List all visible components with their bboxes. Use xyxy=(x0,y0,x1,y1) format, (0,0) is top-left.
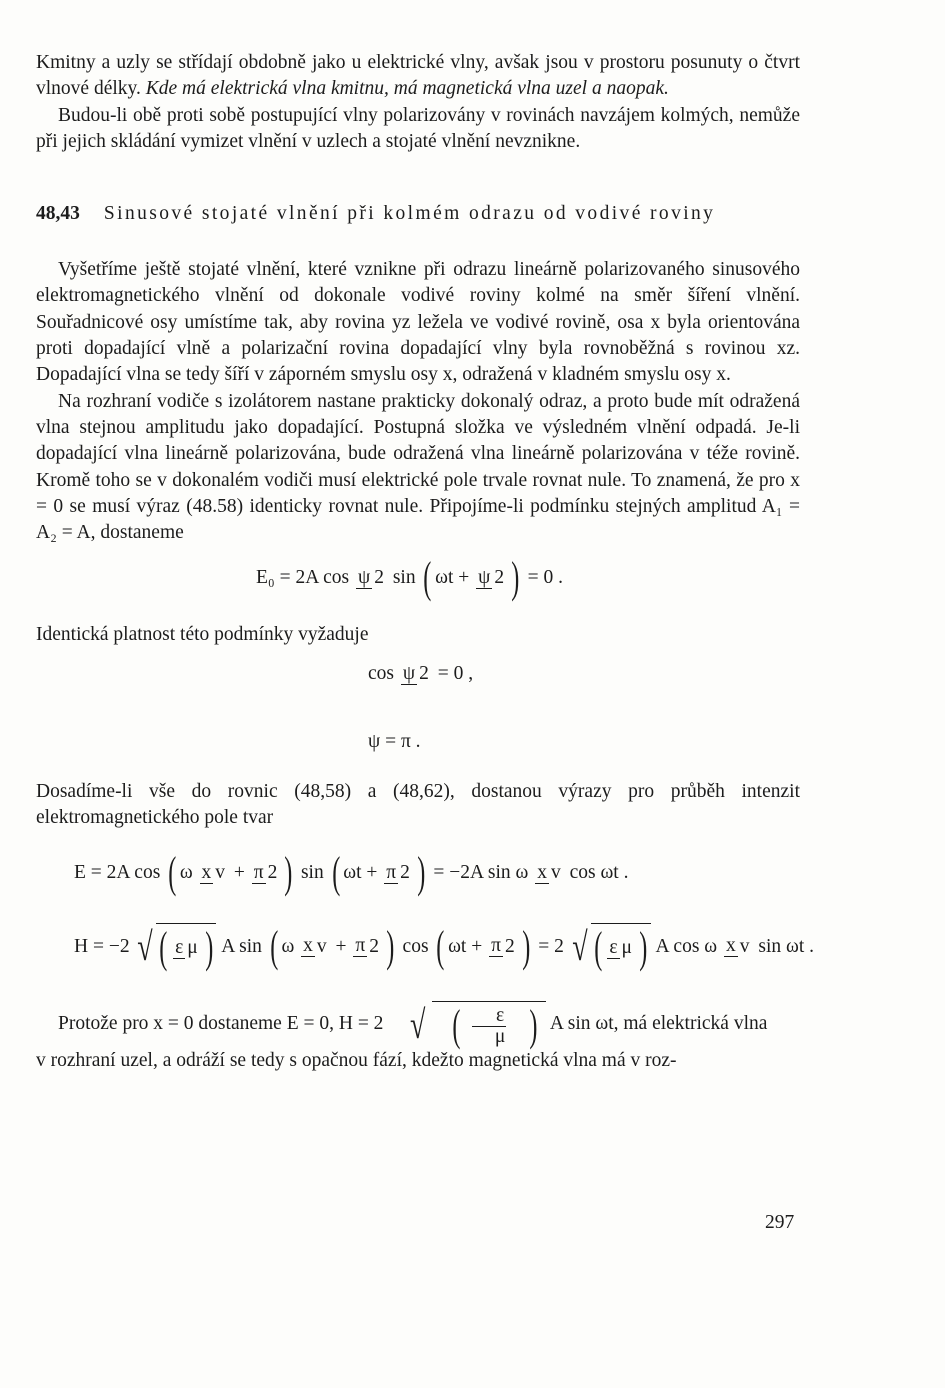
intro-paragraph-2: Budou-li obě proti sobě postupující vlny polarizovány v rovinách navzájem kolmých, nemůže při jejich skládání vymizet vlnění v uzlech a stojaté vlnění nevznikne. xyxy=(36,104,800,152)
section-title: Sinusové stojaté vlnění při kolmém odrazu od vodivé roviny xyxy=(103,203,716,225)
body-paragraph-6: v rozhraní uzel, a odráží se tedy s opačnou fází, kdežto magnetická vlna má v roz- xyxy=(36,1050,677,1072)
body-paragraph-4: Dosadíme-li vše do rovnic (48,58) a (48,62), dostanou výrazy pro průběh intenzit elektromagnetického pole tvar xyxy=(36,780,800,829)
intro-paragraph-1: Kmitny a uzly se střídají obdobně jako u elektrické vlny, avšak jsou v prostoru posunuty o čtvrt vlnové délky. Kde má elektrická vlna kmitnu, má magnetická vlna uzel a naopak. xyxy=(36,52,800,100)
body-paragraph-2: Na rozhraní vodiče s izolátorem nastane prakticky dokonalý odraz, a proto bude mít odražená vlna stejnou amplitudu jako dopadající. Postupná složka ve výsledném vlnění odpadá. Je-li dopadající vlna lineárně polarizována, bude odražená vlna lineárně polarizována v téže rovině. Kromě toho se v dokonalém vodiči musí elektrické pole trvale rovnat nule. To znamená, že pro x = 0 se musí výraz (48.58) identicky rovnat nule. Připojíme-li podmínku stejných amplitud A₁ = A₂ = A, dostaneme xyxy=(36,390,800,544)
body-paragraph-1: Vyšetříme ještě stojaté vlnění, které vznikne při odrazu lineárně polarizovaného sinusového elektromagnetického vlnění od dokonale vodivé roviny kolmé na směr šíření vlnění. Souřadnicové osy umístíme tak, aby rovina yz ležela ve vodivé rovině, osa x byla orientována proti dopadající vlně a polarizační rovina dopadající vlny byla rovnoběžná s rovinou xz. Dopadající vlna se tedy šíří v záporném smyslu osy x, odražená v kladném smyslu osy x. xyxy=(36,259,800,386)
equation-H: H = −2 √ ( ε μ ) A sin ( ω x v + π 2 ) cos ( ωt + π 2 ) = 2 √ ( ε μ ) A cos ω x v sin ωt . xyxy=(74,921,815,973)
equation-E: E = 2A cos ( ω x v + π 2 ) sin ( ωt + π 2 ) = −2A sin ω x v cos ωt . xyxy=(74,848,629,898)
equation-e0: E₀ = 2A cos ψ 2 sin ( ωt + ψ 2 ) = 0 . xyxy=(256,553,563,603)
page-number: 297 xyxy=(765,1212,795,1233)
equation-psi-pi: ψ = π . xyxy=(368,730,421,752)
body-paragraph-5: Protože pro x = 0 dostaneme E = 0, H = 2 √ ( $\frac{\varepsilon}{\mu}$ ) A sin ωt, má elektrická vlna xyxy=(58,1001,768,1051)
section-number: 48,43 xyxy=(36,203,80,225)
section-heading xyxy=(36,201,800,227)
page-content xyxy=(36,50,815,1075)
body-paragraph-3: Identická platnost této podmínky vyžaduje xyxy=(36,624,369,646)
intro-italic: Kde má elektrická vlna kmitnu, má magnetická vlna uzel a naopak. xyxy=(145,78,669,100)
equation-cos-condition: cos ψ 2 = 0 , xyxy=(368,662,474,685)
